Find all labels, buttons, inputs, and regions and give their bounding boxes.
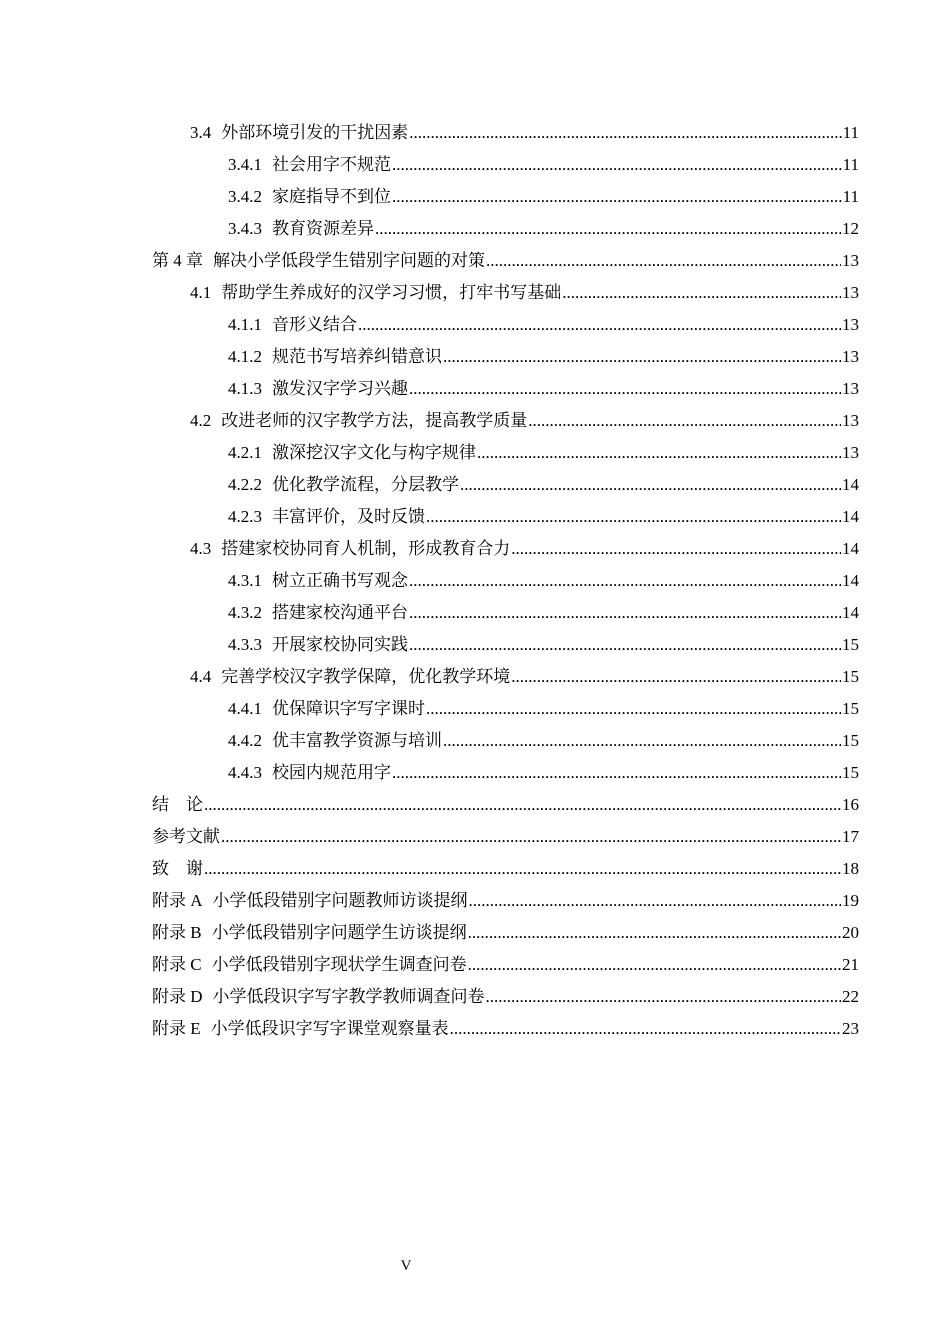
toc-entry-title: 解决小学低段学生错别字问题的对策 [213, 251, 485, 270]
toc-entry[interactable] [152, 1013, 859, 1045]
toc-entry-number: 4.2.1 [228, 443, 262, 462]
toc-entry-page: 13 [842, 411, 859, 430]
toc-entry-title: 家庭指导不到位 [272, 187, 391, 206]
toc-entry-page: 20 [842, 923, 859, 942]
toc-entry-title: 规范书写培养纠错意识 [272, 347, 442, 366]
toc-entry-title: 社会用字不规范 [272, 155, 391, 174]
toc-entry-number: 4.3 [190, 539, 212, 558]
toc-entry[interactable] [152, 181, 859, 213]
toc-entry-number: 4.2.3 [228, 507, 262, 526]
toc-dot-leader [562, 277, 841, 309]
toc-entry[interactable] [152, 437, 859, 469]
toc-entry-title: 小学低段错别字问题教师访谈提纲 [212, 891, 468, 910]
toc-entry-page: 14 [842, 571, 859, 590]
toc-entry-title: 帮助学生养成好的汉学习习惯，打牢书写基础 [221, 283, 562, 302]
toc-entry-page: 15 [842, 667, 859, 686]
toc-entry-number: 4.2.2 [228, 475, 262, 494]
toc-dot-leader [469, 885, 841, 917]
toc-entry[interactable] [152, 565, 859, 597]
toc-entry[interactable] [152, 277, 859, 309]
toc-entry-number: 附录 A [152, 891, 203, 910]
toc-entry-number: 4.1.1 [228, 315, 262, 334]
toc-dot-leader [392, 181, 842, 213]
toc-entry[interactable] [152, 789, 859, 821]
toc-entry-number: 第 4 章 [152, 251, 203, 270]
toc-entry-title: 小学低段识字写字教学教师调查问卷 [212, 987, 485, 1006]
toc-entry[interactable] [152, 821, 859, 853]
toc-entry-number: 4.3.3 [228, 635, 262, 654]
toc-entry-title: 小学低段错别字现状学生调查问卷 [211, 955, 467, 974]
toc-dot-leader [409, 117, 841, 149]
toc-entry-number: 3.4.2 [228, 187, 262, 206]
toc-entry-title: 校园内规范用字 [272, 763, 391, 782]
table-of-contents [152, 117, 859, 1045]
toc-entry-number: 3.4 [190, 123, 212, 142]
toc-entry[interactable] [152, 341, 859, 373]
toc-entry-page: 15 [842, 763, 859, 782]
toc-entry-page: 17 [842, 827, 859, 846]
toc-entry-title: 小学低段识字写字课堂观察量表 [210, 1019, 449, 1038]
toc-entry-page: 13 [842, 379, 859, 398]
toc-entry[interactable] [152, 469, 859, 501]
toc-entry-page: 14 [842, 507, 859, 526]
toc-entry-number: 3.4.3 [228, 219, 262, 238]
toc-entry[interactable] [152, 981, 859, 1013]
toc-dot-leader [221, 821, 841, 853]
toc-entry-page: 22 [842, 987, 859, 1006]
toc-dot-leader [443, 341, 841, 373]
toc-dot-leader [375, 213, 841, 245]
page-number: V [400, 1258, 412, 1274]
toc-entry-title: 搭建家校协同育人机制，形成教育合力 [221, 539, 511, 558]
toc-entry-title: 外部环境引发的干扰因素 [221, 123, 409, 142]
toc-dot-leader [511, 661, 841, 693]
toc-entry[interactable] [152, 853, 859, 885]
toc-entry[interactable] [152, 757, 859, 789]
toc-entry-number: 4.2 [190, 411, 212, 430]
toc-entry[interactable] [152, 949, 859, 981]
toc-entry[interactable] [152, 405, 859, 437]
toc-entry-title: 激深挖汉字文化与构字规律 [272, 443, 476, 462]
toc-entry-page: 13 [842, 443, 859, 462]
toc-entry-title: 改进老师的汉字教学方法，提高教学质量 [221, 411, 528, 430]
toc-dot-leader [358, 309, 841, 341]
toc-entry[interactable] [152, 501, 859, 533]
toc-dot-leader [409, 565, 841, 597]
toc-entry-title: 音形义结合 [272, 315, 357, 334]
toc-dot-leader [426, 501, 841, 533]
toc-dot-leader [392, 149, 842, 181]
toc-entry-title: 参考文献 [152, 827, 220, 846]
toc-entry-number: 附录 D [152, 987, 203, 1006]
toc-entry-title: 教育资源差异 [272, 219, 374, 238]
toc-dot-leader [409, 373, 841, 405]
toc-entry-number: 4.1.3 [228, 379, 262, 398]
toc-entry-page: 15 [842, 699, 859, 718]
toc-entry-title: 搭建家校沟通平台 [272, 603, 408, 622]
toc-entry-title: 完善学校汉字教学保障，优化教学环境 [221, 667, 511, 686]
toc-entry-number: 4.4.3 [228, 763, 262, 782]
toc-entry-page: 21 [842, 955, 859, 974]
toc-entry-page: 18 [842, 859, 859, 878]
toc-entry[interactable] [152, 597, 859, 629]
toc-dot-leader [477, 437, 841, 469]
toc-entry-page: 14 [842, 603, 859, 622]
toc-dot-leader [468, 949, 841, 981]
toc-entry-page: 19 [842, 891, 859, 910]
toc-entry-title: 优保障识字写字课时 [272, 699, 425, 718]
toc-dot-leader [443, 725, 841, 757]
toc-entry-page: 13 [842, 251, 859, 270]
toc-dot-leader [486, 245, 841, 277]
toc-entry-title: 致 谢 [152, 859, 203, 878]
toc-entry[interactable] [152, 309, 859, 341]
toc-entry[interactable] [152, 693, 859, 725]
toc-entry[interactable] [152, 725, 859, 757]
toc-entry-number: 附录 B [152, 923, 202, 942]
toc-entry-number: 4.3.1 [228, 571, 262, 590]
toc-entry-page: 15 [842, 635, 859, 654]
toc-entry-page: 15 [842, 731, 859, 750]
toc-entry[interactable] [152, 117, 859, 149]
toc-dot-leader [204, 789, 841, 821]
toc-dot-leader [409, 597, 841, 629]
toc-entry-page: 14 [842, 539, 859, 558]
toc-entry-title: 开展家校协同实践 [272, 635, 408, 654]
toc-entry-page: 14 [842, 475, 859, 494]
toc-dot-leader [450, 1013, 841, 1045]
toc-dot-leader [486, 981, 841, 1013]
toc-entry-title: 激发汉字学习兴趣 [272, 379, 408, 398]
toc-entry-number: 4.4.2 [228, 731, 262, 750]
toc-entry-page: 12 [842, 219, 859, 238]
toc-entry-title: 优丰富教学资源与培训 [272, 731, 442, 750]
toc-entry[interactable] [152, 885, 859, 917]
toc-entry-title: 丰富评价，及时反馈 [272, 507, 425, 526]
toc-dot-leader [426, 693, 841, 725]
toc-entry-title: 优化教学流程，分层教学 [272, 475, 459, 494]
toc-entry-page: 13 [842, 347, 859, 366]
toc-dot-leader [468, 917, 841, 949]
toc-entry[interactable] [152, 661, 859, 693]
toc-dot-leader [460, 469, 841, 501]
toc-entry-page: 23 [842, 1019, 859, 1038]
toc-entry[interactable] [152, 245, 859, 277]
toc-entry-number: 附录 C [152, 955, 202, 974]
toc-entry-number: 附录 E [152, 1019, 201, 1038]
toc-entry[interactable] [152, 917, 859, 949]
toc-entry-page: 16 [842, 795, 859, 814]
toc-entry-title: 结 论 [152, 795, 203, 814]
toc-entry-number: 4.1 [190, 283, 212, 302]
toc-dot-leader [528, 405, 841, 437]
toc-entry[interactable] [152, 373, 859, 405]
toc-dot-leader [392, 757, 841, 789]
toc-entry-number: 4.3.2 [228, 603, 262, 622]
toc-entry-page: 11 [842, 123, 859, 142]
toc-entry-number: 3.4.1 [228, 155, 262, 174]
toc-entry-title: 树立正确书写观念 [272, 571, 408, 590]
toc-entry-number: 4.4.1 [228, 699, 262, 718]
toc-entry-number: 4.1.2 [228, 347, 262, 366]
toc-entry-page: 11 [842, 155, 859, 174]
toc-entry[interactable] [152, 533, 859, 565]
toc-entry[interactable] [152, 149, 859, 181]
toc-dot-leader [204, 853, 841, 885]
toc-entry-number: 4.4 [190, 667, 212, 686]
toc-entry-title: 小学低段错别字问题学生访谈提纲 [211, 923, 467, 942]
toc-entry[interactable] [152, 629, 859, 661]
toc-dot-leader [511, 533, 841, 565]
toc-entry[interactable] [152, 213, 859, 245]
toc-dot-leader [409, 629, 841, 661]
toc-entry-page: 11 [842, 187, 859, 206]
toc-entry-page: 13 [842, 315, 859, 334]
toc-entry-page: 13 [842, 283, 859, 302]
